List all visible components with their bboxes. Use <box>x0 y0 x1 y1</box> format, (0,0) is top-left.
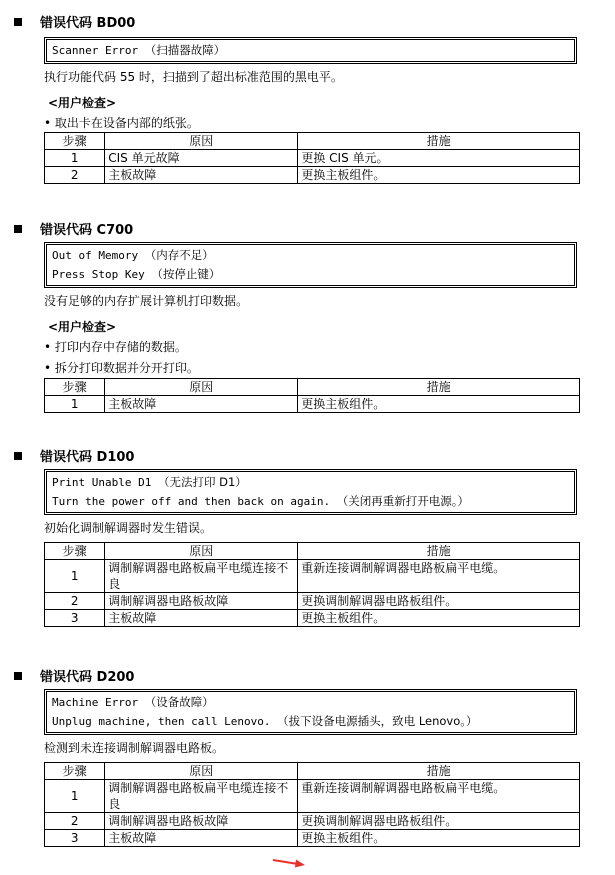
table-header-row <box>45 379 580 396</box>
heading-label: 错误代码 <box>40 450 93 465</box>
steps-table-bd00 <box>44 132 580 184</box>
message-line <box>52 473 569 492</box>
table-header-row <box>45 763 580 780</box>
cell-action: 更换调制解调器电路板组件。 <box>298 813 580 830</box>
error-heading-d100 <box>14 446 134 465</box>
message-cn: （无法打印 D1） <box>157 475 247 489</box>
steps-table-d100 <box>44 542 580 627</box>
cell-cause: 主板故障 <box>105 610 298 627</box>
message-cn: （设备故障） <box>144 695 214 709</box>
cell-step: 2 <box>45 167 105 184</box>
message-box-bd00 <box>44 37 577 64</box>
cell-step: 1 <box>45 150 105 167</box>
cell-action: 重新连接调制解调器电路板扁平电缆。 <box>298 780 580 813</box>
header-action: 措施 <box>298 379 580 396</box>
user-check-title-c700: <用户检查> <box>48 320 117 334</box>
message-line <box>52 265 569 284</box>
message-en: Scanner Error <box>52 44 139 57</box>
cell-step: 1 <box>45 780 105 813</box>
cell-step: 3 <box>45 830 105 847</box>
message-line <box>52 492 569 511</box>
cell-action: 更换主板组件。 <box>298 830 580 847</box>
cell-step: 1 <box>45 396 105 413</box>
cell-cause: 调制解调器电路板扁平电缆连接不良 <box>105 560 298 593</box>
user-check-item: • 取出卡在设备内部的纸张。 <box>44 116 199 130</box>
message-box-d100 <box>44 469 577 515</box>
cell-cause: 调制解调器电路板扁平电缆连接不良 <box>105 780 298 813</box>
message-en: Print Unable D1 <box>52 476 152 489</box>
description-d200: 检测到未连接调制解调器电路板。 <box>44 741 225 755</box>
table-header-row <box>45 543 580 560</box>
square-bullet-icon <box>14 672 22 680</box>
message-en: Unplug machine, then call Lenovo. <box>52 715 271 728</box>
message-line <box>52 246 569 265</box>
header-step: 步骤 <box>45 543 105 560</box>
header-action: 措施 <box>298 763 580 780</box>
cell-step: 2 <box>45 593 105 610</box>
heading-code: D200 <box>96 670 135 685</box>
table-row <box>45 780 580 813</box>
header-cause: 原因 <box>105 763 298 780</box>
cell-step: 3 <box>45 610 105 627</box>
square-bullet-icon <box>14 225 22 233</box>
header-action: 措施 <box>298 543 580 560</box>
header-step: 步骤 <box>45 763 105 780</box>
table-row <box>45 150 580 167</box>
table-row <box>45 610 580 627</box>
heading-label: 错误代码 <box>40 223 93 238</box>
table-row <box>45 830 580 847</box>
description-c700: 没有足够的内存扩展计算机打印数据。 <box>44 294 249 308</box>
error-heading-bd00 <box>14 12 135 31</box>
cell-action: 更换主板组件。 <box>298 610 580 627</box>
table-header-row <box>45 133 580 150</box>
message-en: Press Stop Key <box>52 268 145 281</box>
square-bullet-icon <box>14 18 22 26</box>
cell-action: 更换调制解调器电路板组件。 <box>298 593 580 610</box>
heading-code: D100 <box>96 450 135 465</box>
cell-cause: 主板故障 <box>105 167 298 184</box>
cell-action: 更换 CIS 单元。 <box>298 150 580 167</box>
table-row <box>45 167 580 184</box>
user-check-item: • 打印内存中存储的数据。 <box>44 340 187 354</box>
message-en: Machine Error <box>52 696 139 709</box>
heading-code: BD00 <box>96 16 136 31</box>
message-box-d200 <box>44 689 577 735</box>
header-step: 步骤 <box>45 133 105 150</box>
table-row <box>45 593 580 610</box>
header-action: 措施 <box>298 133 580 150</box>
message-cn: （关闭再重新打开电源。） <box>336 494 470 508</box>
message-line <box>52 693 569 712</box>
user-check-item: • 拆分打印数据并分开打印。 <box>44 361 199 375</box>
message-box-c700 <box>44 242 577 288</box>
table-row <box>45 813 580 830</box>
header-cause: 原因 <box>105 133 298 150</box>
steps-table-c700 <box>44 378 580 413</box>
table-row <box>45 560 580 593</box>
message-cn: （按停止键） <box>151 267 221 281</box>
cell-action: 更换主板组件。 <box>298 396 580 413</box>
cell-cause: 调制解调器电路板故障 <box>105 593 298 610</box>
message-cn: （扫描器故障） <box>144 43 226 57</box>
header-cause: 原因 <box>105 379 298 396</box>
description-bd00: 执行功能代码 55 时，扫描到了超出标准范围的黑电平。 <box>44 70 343 84</box>
cell-cause: 主板故障 <box>105 396 298 413</box>
table-row <box>45 396 580 413</box>
square-bullet-icon <box>14 452 22 460</box>
header-step: 步骤 <box>45 379 105 396</box>
cell-cause: CIS 单元故障 <box>105 150 298 167</box>
heading-label: 错误代码 <box>40 670 93 685</box>
error-heading-c700 <box>14 219 133 238</box>
message-line <box>52 712 569 731</box>
cell-cause: 主板故障 <box>105 830 298 847</box>
message-line <box>52 41 569 60</box>
steps-table-d200 <box>44 762 580 847</box>
error-heading-d200 <box>14 666 134 685</box>
cell-step: 1 <box>45 560 105 593</box>
heading-code: C700 <box>96 223 134 238</box>
message-en: Out of Memory <box>52 249 139 262</box>
cell-step: 2 <box>45 813 105 830</box>
cell-cause: 调制解调器电路板故障 <box>105 813 298 830</box>
red-arrow-icon <box>272 858 306 868</box>
message-cn: （拔下设备电源插头，致电 Lenovo。） <box>277 714 478 728</box>
message-cn: （内存不足） <box>144 248 214 262</box>
heading-label: 错误代码 <box>40 16 93 31</box>
cell-action: 重新连接调制解调器电路板扁平电缆。 <box>298 560 580 593</box>
user-check-title-bd00: <用户检查> <box>48 96 117 110</box>
cell-action: 更换主板组件。 <box>298 167 580 184</box>
description-d100: 初始化调制解调器时发生错误。 <box>44 521 213 535</box>
message-en: Turn the power off and then back on again. <box>52 495 331 508</box>
header-cause: 原因 <box>105 543 298 560</box>
